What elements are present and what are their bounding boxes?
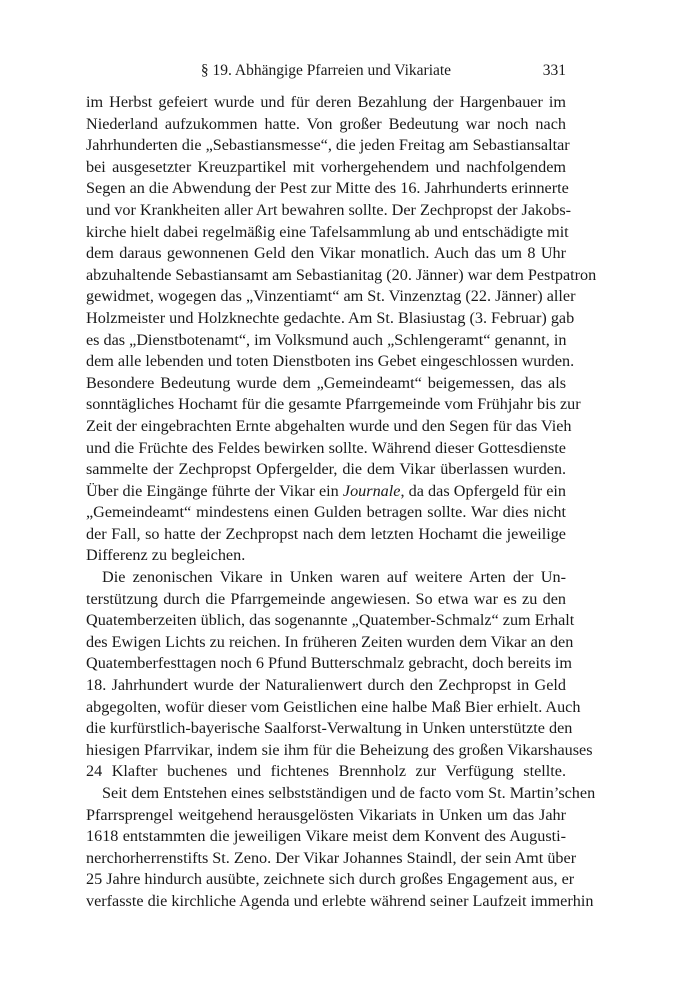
text-line: Die zenonischen Vikare in Unken waren auf weitere Arten der Un- xyxy=(102,568,566,587)
text-line: „Gemeindeamt“ mindestens einen Gulden betragen sollte. War dies nicht xyxy=(86,503,566,522)
text-line: sonntägliches Hochamt für die gesamte Pfarrgemeinde vom Frühjahr bis zur xyxy=(86,395,581,414)
page-header xyxy=(86,62,566,84)
text-line: der Fall, so hatte der Zechpropst nach dem letzten Hochamt die jeweilige xyxy=(86,524,566,543)
text-line: 24 Klafter buchenes und fichtenes Brennholz zur Verfügung stellte. xyxy=(86,762,566,781)
running-title: § 19. Abhängige Pfarreien und Vikariate xyxy=(200,62,452,79)
text-line: Zeit der eingebrachten Ernte abgehalten wurde und den Segen für das Vieh xyxy=(86,416,572,435)
text-line: terstützung durch die Pfarrgemeinde angewiesen. So etwa war es zu den xyxy=(86,589,566,608)
text-line: Seit dem Entstehen eines selbstständigen und de facto vom St. Martin’schen xyxy=(102,784,596,802)
paragraph xyxy=(86,92,597,567)
page-body xyxy=(86,92,597,913)
text-line: Jahrhunderten die „Sebastiansmesse“, die jeden Freitag am Sebastiansaltar xyxy=(86,136,570,155)
text-line: sammelte der Zechpropst Opfergelder, die dem Vikar überlassen wurden. xyxy=(86,460,566,479)
page-number: 331 xyxy=(542,62,566,79)
text-line: es das „Dienstbotenamt“, im Volksmund auch „Schlengeramt“ genannt, in xyxy=(86,330,567,349)
paragraph xyxy=(86,567,593,783)
text-line: 18. Jahrhundert wurde der Naturalienwert durch den Zechpropst in Geld xyxy=(86,676,566,695)
text-line: hiesigen Pfarrvikar, indem sie ihm für die Beheizung des großen Vikarshauses xyxy=(86,740,593,759)
text-line: Über die Eingänge führte der Vikar ein Journale, da das Opfergeld für ein xyxy=(86,481,567,500)
text-line: Holzmeister und Holzknechte gedachte. Am St. Blasiustag (3. Februar) gab xyxy=(86,308,575,327)
paragraph xyxy=(86,783,596,913)
text-line: Niederland aufzukommen hatte. Von großer Bedeutung war noch nach xyxy=(86,114,566,133)
text-line: im Herbst gefeiert wurde und für deren Bezahlung der Hargenbauer im xyxy=(86,93,566,111)
text-line: und die Früchte des Feldes bewirken sollte. Während dieser Gottesdienste xyxy=(86,438,566,457)
text-line: abzuhaltende Sebastiansamt am Sebastianitag (20. Jänner) war dem Pestpatron xyxy=(86,265,597,284)
text-line: bei ausgesetzter Kreuzpartikel mit vorhergehendem und nachfolgendem xyxy=(86,157,566,176)
text-line: Segen an die Abwendung der Pest zur Mitte des 16. Jahrhunderts erinnerte xyxy=(86,179,569,198)
text-line: Besondere Bedeutung wurde dem „Gemeindeamt“ beigemessen, das als xyxy=(86,373,566,392)
text-line: Pfarrsprengel weitgehend herausgelösten Vikariats in Unken um das Jahr xyxy=(86,805,566,824)
text-line: die kurfürstlich-bayerische Saalforst-Verwaltung in Unken unterstützte den xyxy=(86,719,573,738)
text-line: nerchorherrenstifts St. Zeno. Der Vikar Johannes Staindl, der sein Amt über xyxy=(86,848,577,867)
text-line: 1618 entstammten die jeweiligen Vikare meist dem Konvent des Augusti- xyxy=(86,827,566,846)
text-line: Quatemberzeiten üblich, das sogenannte „Quatember-Schmalz“ zum Erhalt xyxy=(86,611,575,630)
text-line: kirche hielt dabei regelmäßig eine Tafelsammlung ab und entschädigte mit xyxy=(86,222,569,241)
text-line: dem daraus gewonnenen Geld den Vikar monatlich. Auch das um 8 Uhr xyxy=(86,244,566,263)
text-line: dem alle lebenden und toten Dienstboten ins Gebet eingeschlossen wurden. xyxy=(86,352,575,371)
text-line: verfasste die kirchliche Agenda und erlebte während seiner Laufzeit immerhin xyxy=(86,891,594,910)
text-line: gewidmet, wogegen das „Vinzentiamt“ am St. Vinzenztag (22. Jänner) aller xyxy=(86,287,576,306)
text-line: Quatemberfesttagen noch 6 Pfund Butterschmalz gebracht, doch bereits im xyxy=(86,654,572,673)
text-line: 25 Jahre hindurch ausübte, zeichnete sich durch großes Engagement aus, er xyxy=(86,870,575,889)
text-line: und vor Krankheiten aller Art bewahren sollte. Der Zechpropst der Jakobs- xyxy=(86,200,572,219)
text-line: Differenz zu begleichen. xyxy=(86,546,246,565)
text-line: des Ewigen Lichts zu reichen. In früheren Zeiten wurden dem Vikar an den xyxy=(86,632,574,651)
text-line: abgegolten, wofür dieser vom Geistlichen eine halbe Maß Bier erhielt. Auch xyxy=(86,697,581,716)
